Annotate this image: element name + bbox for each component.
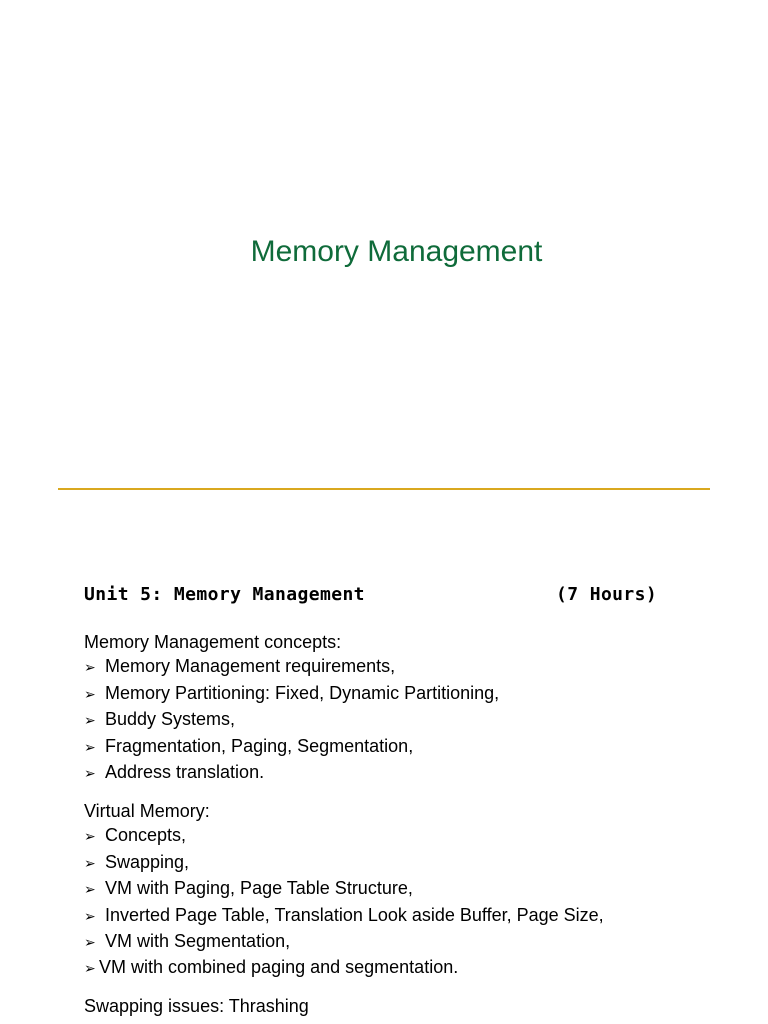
list-item-text: Inverted Page Table, Translation Look aside Buffer, Page Size, (105, 904, 604, 925)
list-item-text: Memory Management requirements, (105, 656, 396, 677)
arrowhead-bullet-icon: ➢ (84, 908, 96, 925)
section-heading: Memory Management concepts: (84, 632, 342, 652)
virtual-memory-section (84, 799, 604, 982)
list-item-text: Memory Partitioning: Fixed, Dynamic Partitioning, (105, 682, 500, 703)
arrowhead-bullet-icon: ➢ (84, 686, 96, 703)
list-item-text: Buddy Systems, (105, 709, 236, 730)
topic-list (84, 823, 604, 981)
list-item-text: Concepts, (105, 825, 187, 846)
arrowhead-bullet-icon: ➢ (84, 855, 96, 872)
arrowhead-bullet-icon: ➢ (84, 739, 96, 756)
list-item (84, 850, 604, 876)
topic-list (84, 654, 499, 786)
list-item (84, 760, 499, 786)
list-item (84, 734, 499, 760)
swapping-section (84, 994, 309, 1018)
divider-line (58, 488, 710, 490)
arrowhead-bullet-icon: ➢ (84, 935, 96, 952)
list-item-text: Swapping, (105, 851, 190, 872)
list-item (84, 681, 499, 707)
memory-management-section (84, 630, 499, 786)
list-item-text: VM with Segmentation, (105, 931, 291, 952)
list-item (84, 955, 604, 981)
arrowhead-bullet-icon: ➢ (84, 829, 96, 846)
list-item-text: Fragmentation, Paging, Segmentation, (105, 735, 414, 756)
arrowhead-bullet-icon: ➢ (84, 766, 96, 783)
unit-hours: (7 Hours) (556, 584, 658, 605)
list-item (84, 876, 604, 902)
arrowhead-bullet-icon: ➢ (84, 961, 96, 978)
list-item (84, 823, 604, 849)
arrowhead-bullet-icon: ➢ (84, 660, 96, 677)
unit-heading (84, 583, 674, 609)
section-heading: Virtual Memory: (84, 801, 210, 821)
slide-title: Memory Management (250, 235, 543, 268)
unit-title: Unit 5: Memory Management (84, 584, 365, 605)
list-item (84, 654, 499, 680)
list-item-text: Address translation. (105, 762, 265, 783)
section-heading: Swapping issues: Thrashing (84, 996, 309, 1016)
list-item (84, 929, 604, 955)
list-item (84, 707, 499, 733)
arrowhead-bullet-icon: ➢ (84, 882, 96, 899)
list-item (84, 903, 604, 929)
arrowhead-bullet-icon: ➢ (84, 713, 96, 730)
list-item-text: VM with combined paging and segmentation. (99, 957, 459, 978)
list-item-text: VM with Paging, Page Table Structure, (105, 878, 413, 899)
